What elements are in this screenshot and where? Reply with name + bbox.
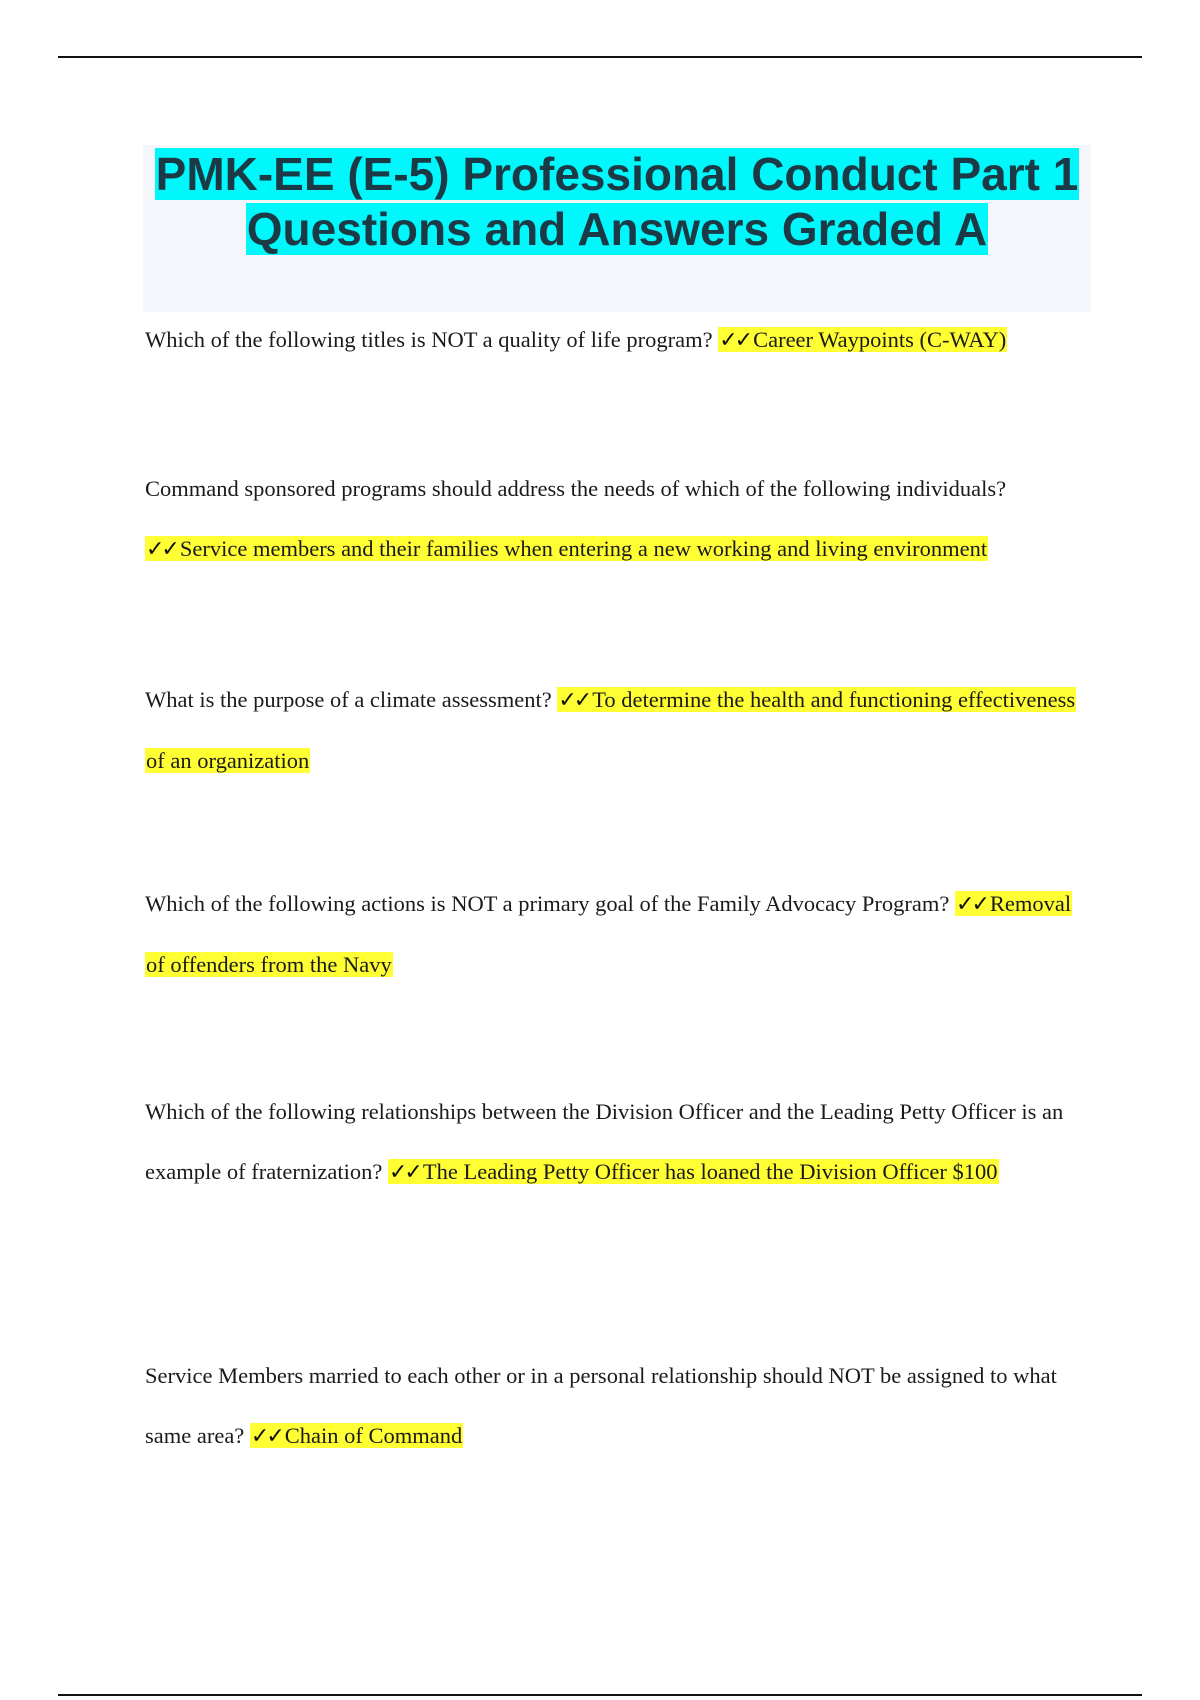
question-text: Which of the following titles is NOT a quality of life program? xyxy=(145,327,713,352)
double-check-icon: ✓✓ xyxy=(250,1424,282,1449)
title-block xyxy=(143,145,1091,312)
question-text: Command sponsored programs should address the needs of which of the following individuals? xyxy=(145,476,1007,501)
answer-text: The Leading Petty Officer has loaned the Division Officer $100 xyxy=(422,1159,998,1184)
document-title xyxy=(143,145,1091,257)
document-title-text: PMK-EE (E-5) Professional Conduct Part 1 Questions and Answers Graded A xyxy=(155,148,1079,255)
question-text: Which of the following relationships between the Division Officer and the Leading Petty Officer is an example of fraternization? xyxy=(145,1099,1064,1184)
qa-item xyxy=(145,670,1095,791)
answer-text: Chain of Command xyxy=(284,1423,463,1448)
double-check-icon: ✓✓ xyxy=(558,688,590,713)
double-check-icon: ✓✓ xyxy=(389,1160,420,1185)
answer-highlight xyxy=(388,1159,999,1184)
qa-item xyxy=(145,874,1095,995)
qa-item xyxy=(145,459,1095,580)
question-text: Which of the following actions is NOT a primary goal of the Family Advocacy Program? xyxy=(145,891,950,916)
answer-text: Service members and their families when entering a new working and living environment xyxy=(179,536,988,561)
double-check-icon: ✓✓ xyxy=(719,328,751,353)
qa-item xyxy=(145,310,1095,371)
answer-text: Career Waypoints (C-WAY) xyxy=(753,327,1007,352)
qa-item xyxy=(145,1346,1095,1467)
question-text: What is the purpose of a climate assessment? xyxy=(145,687,552,712)
answer-highlight xyxy=(250,1423,463,1448)
answer-highlight xyxy=(145,536,988,561)
double-check-icon: ✓✓ xyxy=(146,537,177,562)
double-check-icon: ✓✓ xyxy=(956,892,987,917)
top-rule xyxy=(58,56,1142,58)
answer-text: Removal of offenders from the Navy xyxy=(146,891,1072,977)
bottom-rule xyxy=(58,1694,1142,1696)
answer-text: To determine the health and functioning effectiveness of an organization xyxy=(146,687,1076,773)
answer-highlight xyxy=(718,327,1007,352)
question-text: Service Members married to each other or in a personal relationship should NOT be assigned to what same area? xyxy=(145,1363,1057,1448)
qa-item xyxy=(145,1082,1095,1203)
